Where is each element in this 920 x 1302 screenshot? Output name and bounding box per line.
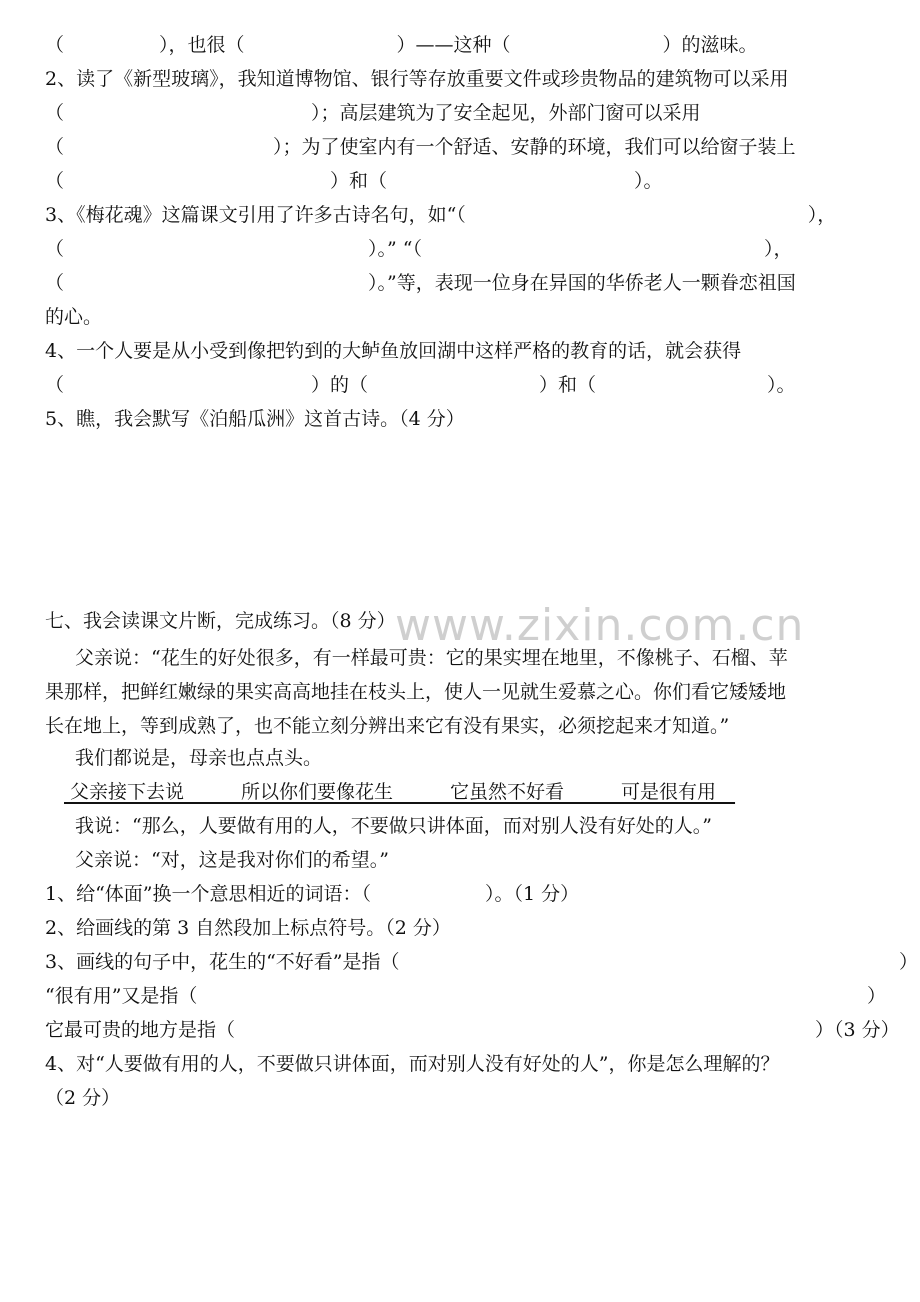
q3-line-1: 3、《梅花魂》这篇课文引用了许多古诗名句，如“（ ），: [45, 204, 837, 226]
underlined-sentence: 父亲接下去说 所以你们要像花生 它虽然不好看 可是很有用: [64, 781, 736, 803]
q2-line-3: （ ）；为了使室内有一个舒适、安静的环境，我们可以给窗子装上: [45, 136, 796, 158]
passage-para5: 父亲说：“对，这是我对你们的希望。”: [75, 849, 389, 871]
exercise-q3-line2: “很有用”又是指（: [45, 985, 198, 1007]
exercise-q3-line3-close: ）（3 分）: [815, 1019, 900, 1041]
section7-heading: 七、我会读课文片断，完成练习。（8 分）: [45, 610, 396, 632]
exercise-q3-line1: 3、画线的句子中，花生的“不好看”是指（: [45, 951, 400, 973]
watermark: www.zixin.com.cn: [395, 600, 805, 651]
exercise-q2: 2、给画线的第 3 自然段加上标点符号。（2 分）: [45, 917, 451, 939]
exercise-q4-line2: （2 分）: [45, 1087, 121, 1109]
passage-para2: 我们都说是，母亲也点点头。: [75, 747, 323, 769]
exercise-q4-line1: 4、对“人要做有用的人，不要做只讲体面，而对别人没有好处的人”，你是怎么理解的？: [45, 1053, 780, 1075]
q3-line-3: （ ）。”等，表现一位身在异国的华侨老人一颗眷恋祖国: [45, 272, 796, 294]
q3-line-4: 的心。: [45, 306, 103, 328]
passage-para4: 我说：“那么，人要做有用的人，不要做只讲体面，而对别人没有好处的人。”: [75, 815, 712, 837]
q2-line-1: 2、读了《新型玻璃》，我知道博物馆、银行等存放重要文件或珍贵物品的建筑物可以采用: [45, 68, 789, 90]
exercise-q3-line3: 它最可贵的地方是指（: [45, 1019, 236, 1041]
passage-para1-line2: 果那样，把鲜红嫩绿的果实高高地挂在枝头上，使人一见就生爱慕之心。你们看它矮矮地: [45, 681, 787, 703]
exercise-q1: 1、给“体面”换一个意思相近的词语：（ ）。（1 分）: [45, 883, 580, 905]
exercise-q3-line1-close: ）: [899, 951, 919, 973]
q5-line: 5、瞧，我会默写《泊船瓜洲》这首古诗。（4 分）: [45, 408, 465, 430]
q2-line-4: （ ）和（ ）。: [45, 170, 663, 192]
exercise-q3-line2-close: ）: [867, 985, 887, 1007]
q1-continuation-line: （ ），也很（ ）——这种（ ）的滋味。: [45, 34, 758, 56]
q2-line-2: （ ）；高层建筑为了安全起见，外部门窗可以采用: [45, 102, 701, 124]
passage-para1-line3: 长在地上，等到成熟了，也不能立刻分辨出来它有没有果实，必须挖起来才知道。”: [45, 715, 730, 737]
passage-para1-line1: 父亲说：“花生的好处很多，有一样最可贵：它的果实埋在地里，不像桃子、石榴、苹: [75, 647, 788, 669]
q4-line-1: 4、一个人要是从小受到像把钓到的大鲈鱼放回湖中这样严格的教育的话，就会获得: [45, 340, 742, 362]
q4-line-2: （ ）的（ ）和（ ）。: [45, 374, 796, 396]
q3-line-2: （ ）。” “（ ），: [45, 238, 793, 260]
